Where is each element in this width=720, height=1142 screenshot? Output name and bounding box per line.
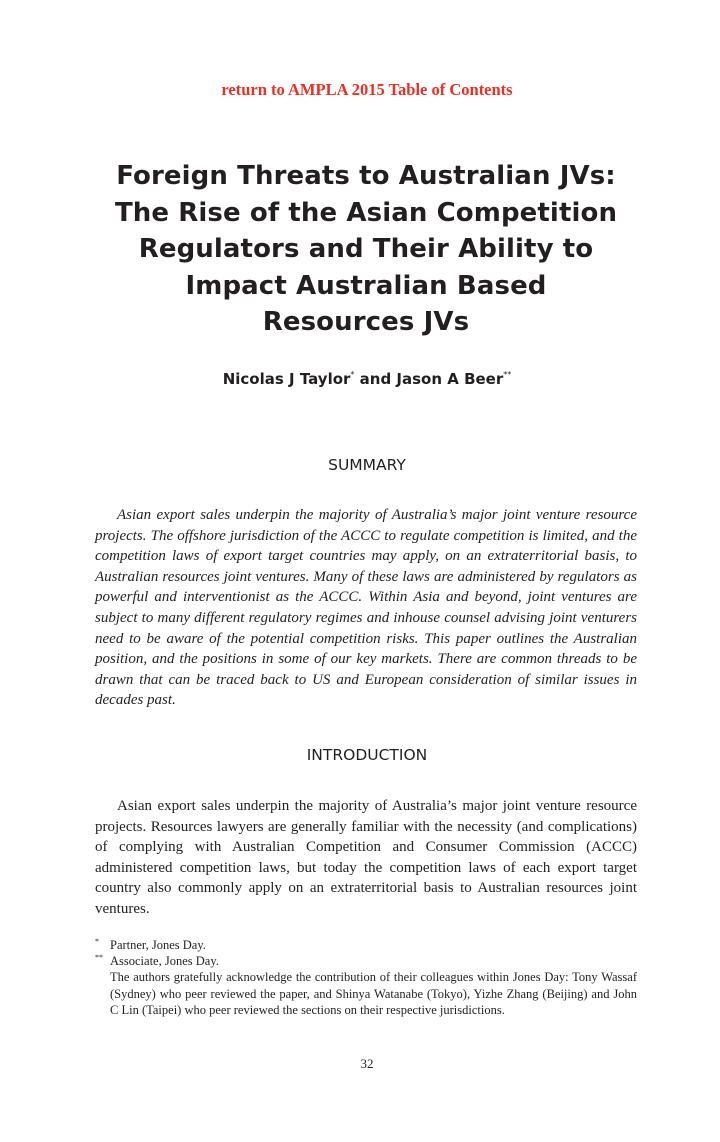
introduction-paragraph: Asian export sales underpin the majority of Australia’s major joint venture resource projects. Resources lawyers are generally familiar with the necessity (and complications) of complying with Australian Competition and Consumer Commission (ACCC) administered competition laws, but today the competition laws of each export target country also commonly apply on an extraterritorial basis to Australian resources joint ventures. xyxy=(95,798,637,917)
author-name: Jason A Beer xyxy=(396,370,504,388)
footnote-marker: ** xyxy=(95,953,103,963)
footnote-text: The authors gratefully acknowledge the contribution of their colleagues within Jones Day: Tony Wassaf (Sydney) who peer reviewed the paper, and Shinya Watanabe (Tokyo), Yizhe Zhang (Beijing) and John C Lin (Taipei) who peer reviewed the sections on their respective jurisdictions. xyxy=(110,970,637,1017)
title-line: Resources JVs xyxy=(262,307,470,337)
introduction-heading: INTRODUCTION xyxy=(306,746,428,764)
author-name: Nicolas J Taylor xyxy=(222,370,351,388)
page-number: 32 xyxy=(360,1056,374,1071)
summary-paragraph: Asian export sales underpin the majority of Australia’s major joint venture resource projects. The offshore jurisdiction of the ACCC to regulate competition is limited, and the competition laws of export target countries may apply, on an extraterritorial basis, to Australian resources joint ventures. Many of these laws are administered by regulators as powerful and interventionist as the ACCC. Within Asia and beyond, joint ventures are subject to many different regulatory regimes and inhouse counsel advising joint venturers need to be aware of the potential competition risks. This paper outlines the Australian position, and the positions in some of our key markets. There are common threads to be drawn that can be traced back to US and European consideration of similar issues in decades past. xyxy=(95,507,637,709)
footnote xyxy=(95,953,637,969)
toc-return-link[interactable]: return to AMPLA 2015 Table of Contents xyxy=(221,80,513,99)
paper-title xyxy=(90,158,642,341)
footnote-marker: ** xyxy=(503,370,512,379)
summary-heading: SUMMARY xyxy=(328,456,406,474)
footnote xyxy=(95,937,637,953)
footnote-marker: * xyxy=(350,370,355,379)
footnote-marker: * xyxy=(95,937,99,946)
footnotes xyxy=(95,937,637,1018)
footnote xyxy=(95,969,637,1018)
title-line: Impact Australian Based xyxy=(185,270,547,301)
author-line xyxy=(0,370,720,388)
title-line: The Rise of the Asian Competition xyxy=(114,197,618,228)
author-conjunction: and xyxy=(354,370,397,388)
title-line: Regulators and Their Ability to xyxy=(138,234,594,264)
footnote-text: Associate, Jones Day. xyxy=(110,954,219,969)
title-line: Foreign Threats to Australian JVs: xyxy=(116,161,616,191)
footnote-text: Partner, Jones Day. xyxy=(110,938,206,952)
